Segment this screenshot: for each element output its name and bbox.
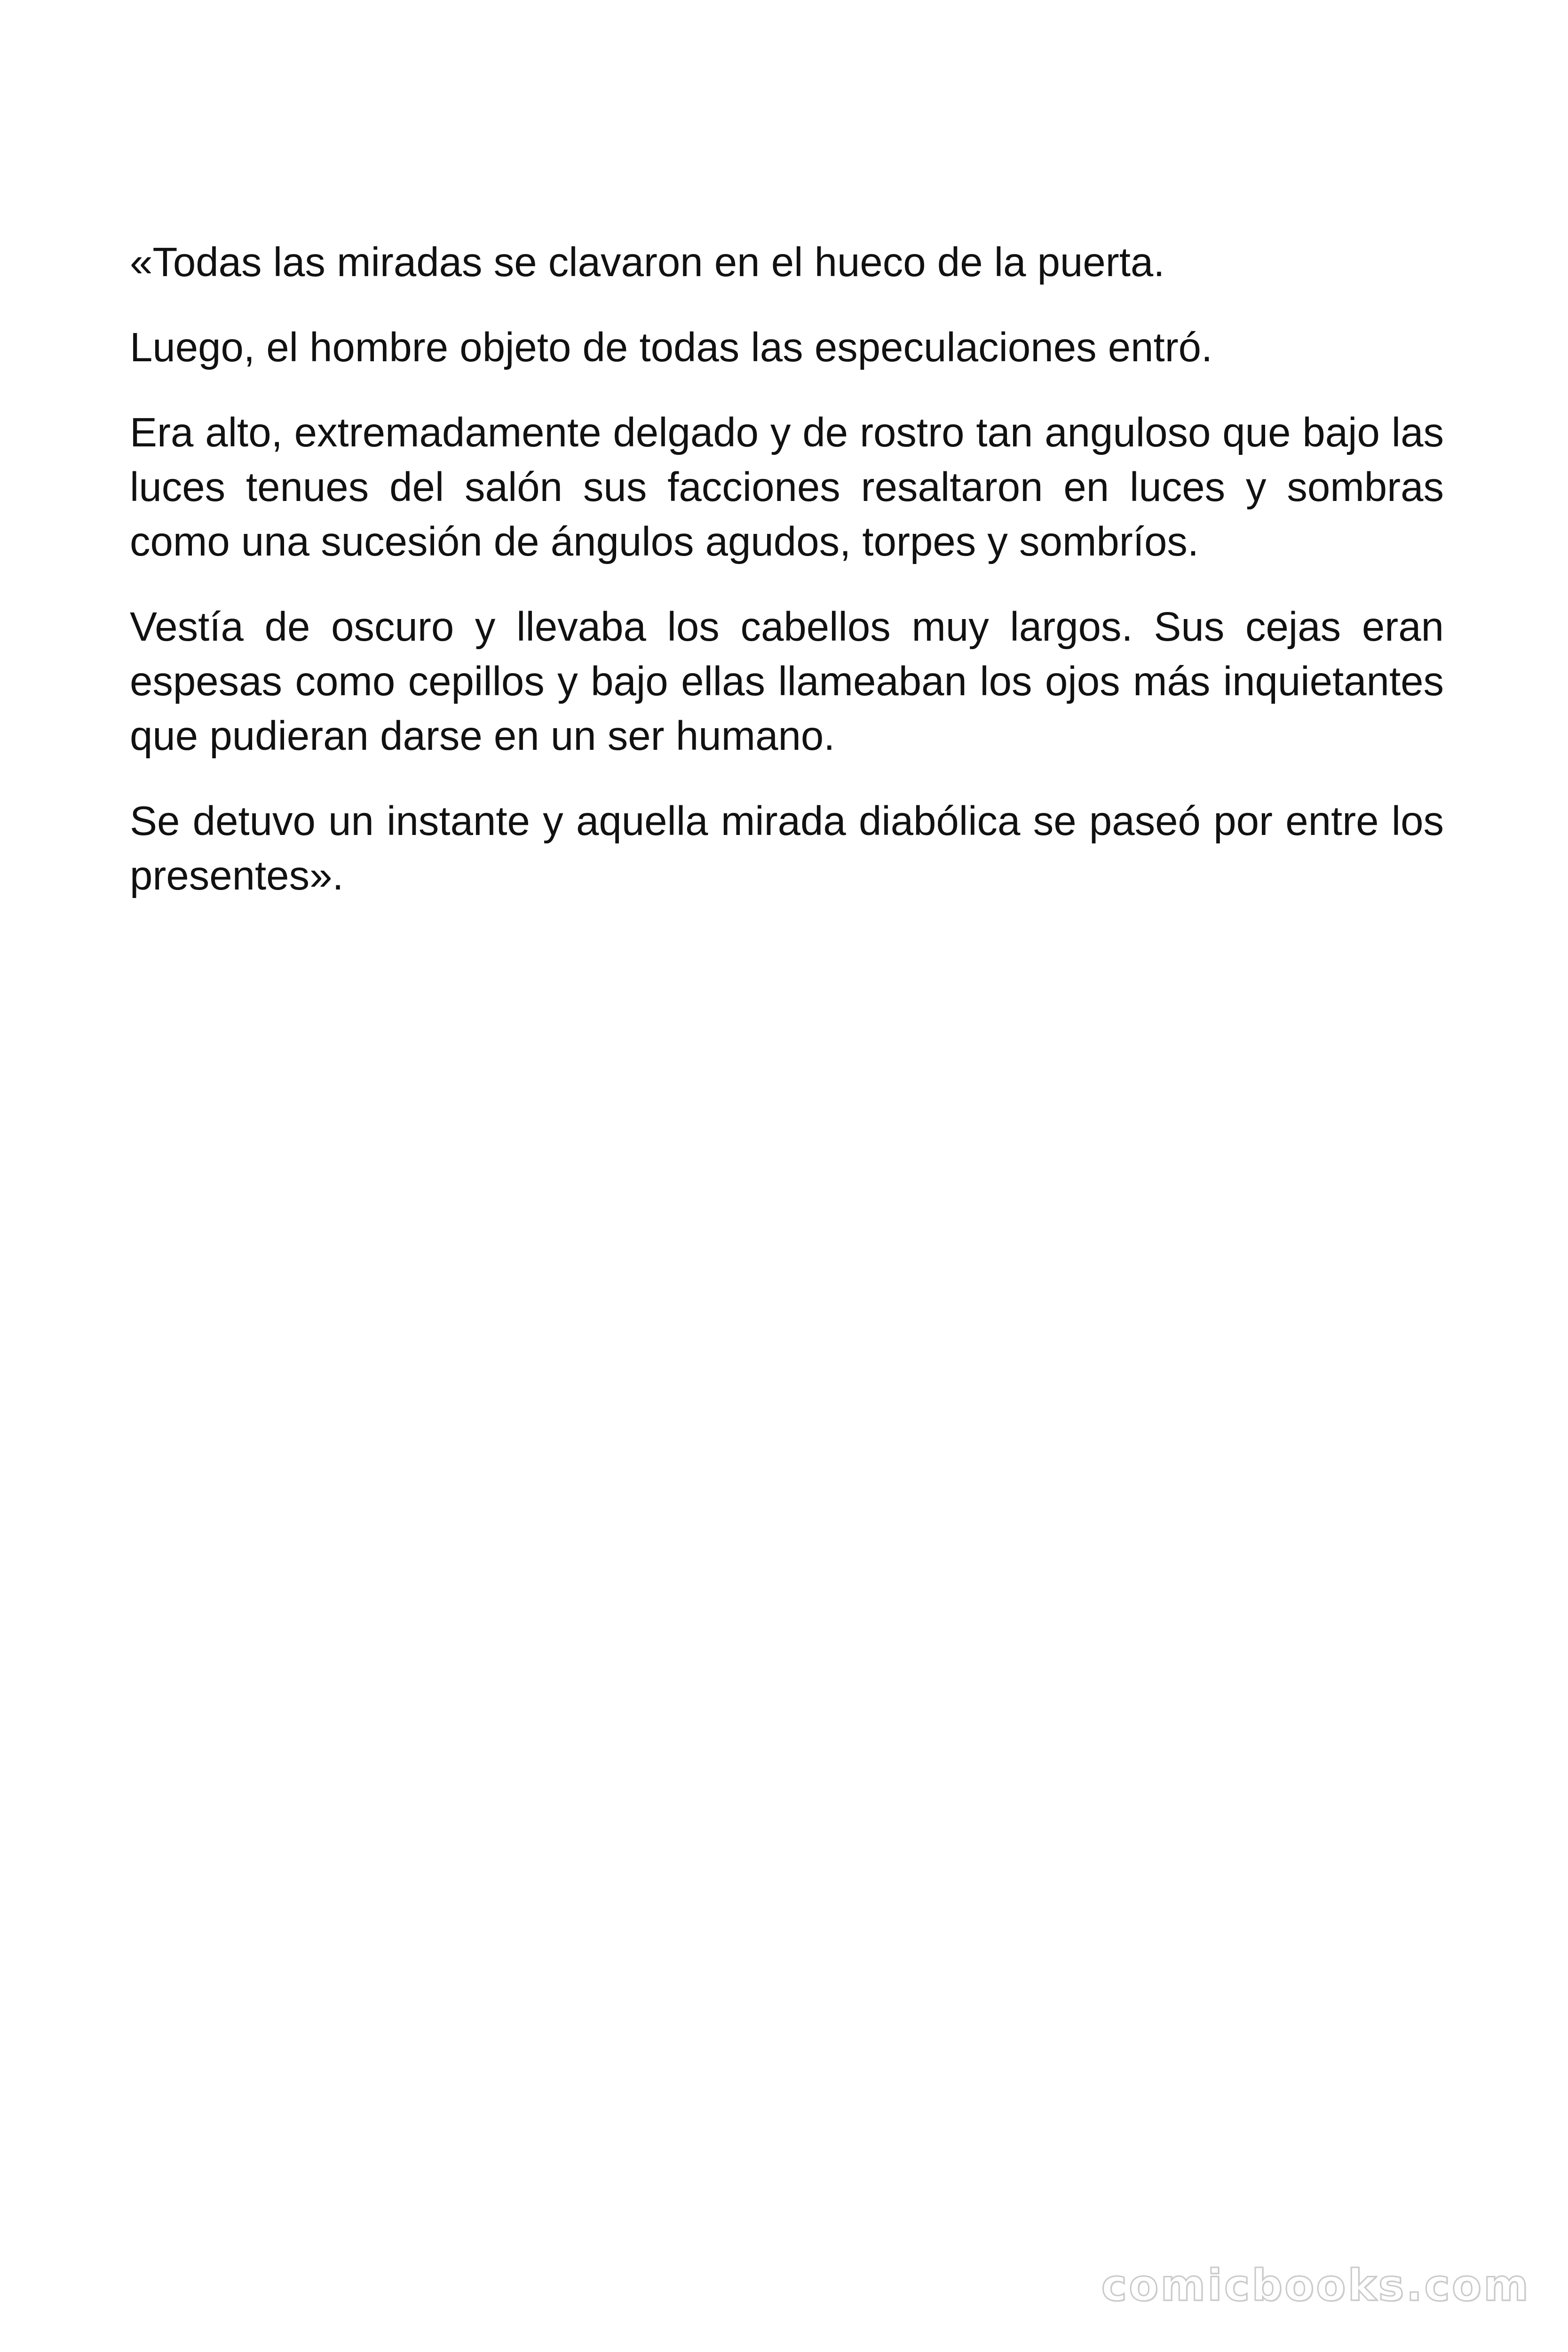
watermark-logo: comicbooks.com <box>1101 2260 1530 2311</box>
body-text <box>130 235 1444 934</box>
paragraph-3: Era alto, extremadamente delgado y de rostro tan anguloso que bajo las luces tenues del salón sus facciones resaltaron en luces y sombras como una sucesión de ángulos agudos, torpes y sombríos. <box>130 410 1444 564</box>
paragraph-5: Se detuvo un instante y aquella mirada diabólica se paseó por entre los presentes». <box>130 798 1444 898</box>
paragraph-4: Vestía de oscuro y llevaba los cabellos muy largos. Sus cejas eran espesas como cepillos y bajo ellas llameaban los ojos más inquietantes que pudieran darse en un ser humano. <box>130 604 1444 759</box>
paragraph-2: Luego, el hombre objeto de todas las especulaciones entró. <box>130 325 1213 370</box>
paragraph-1: «Todas las miradas se clavaron en el hueco de la puerta. <box>130 239 1165 285</box>
